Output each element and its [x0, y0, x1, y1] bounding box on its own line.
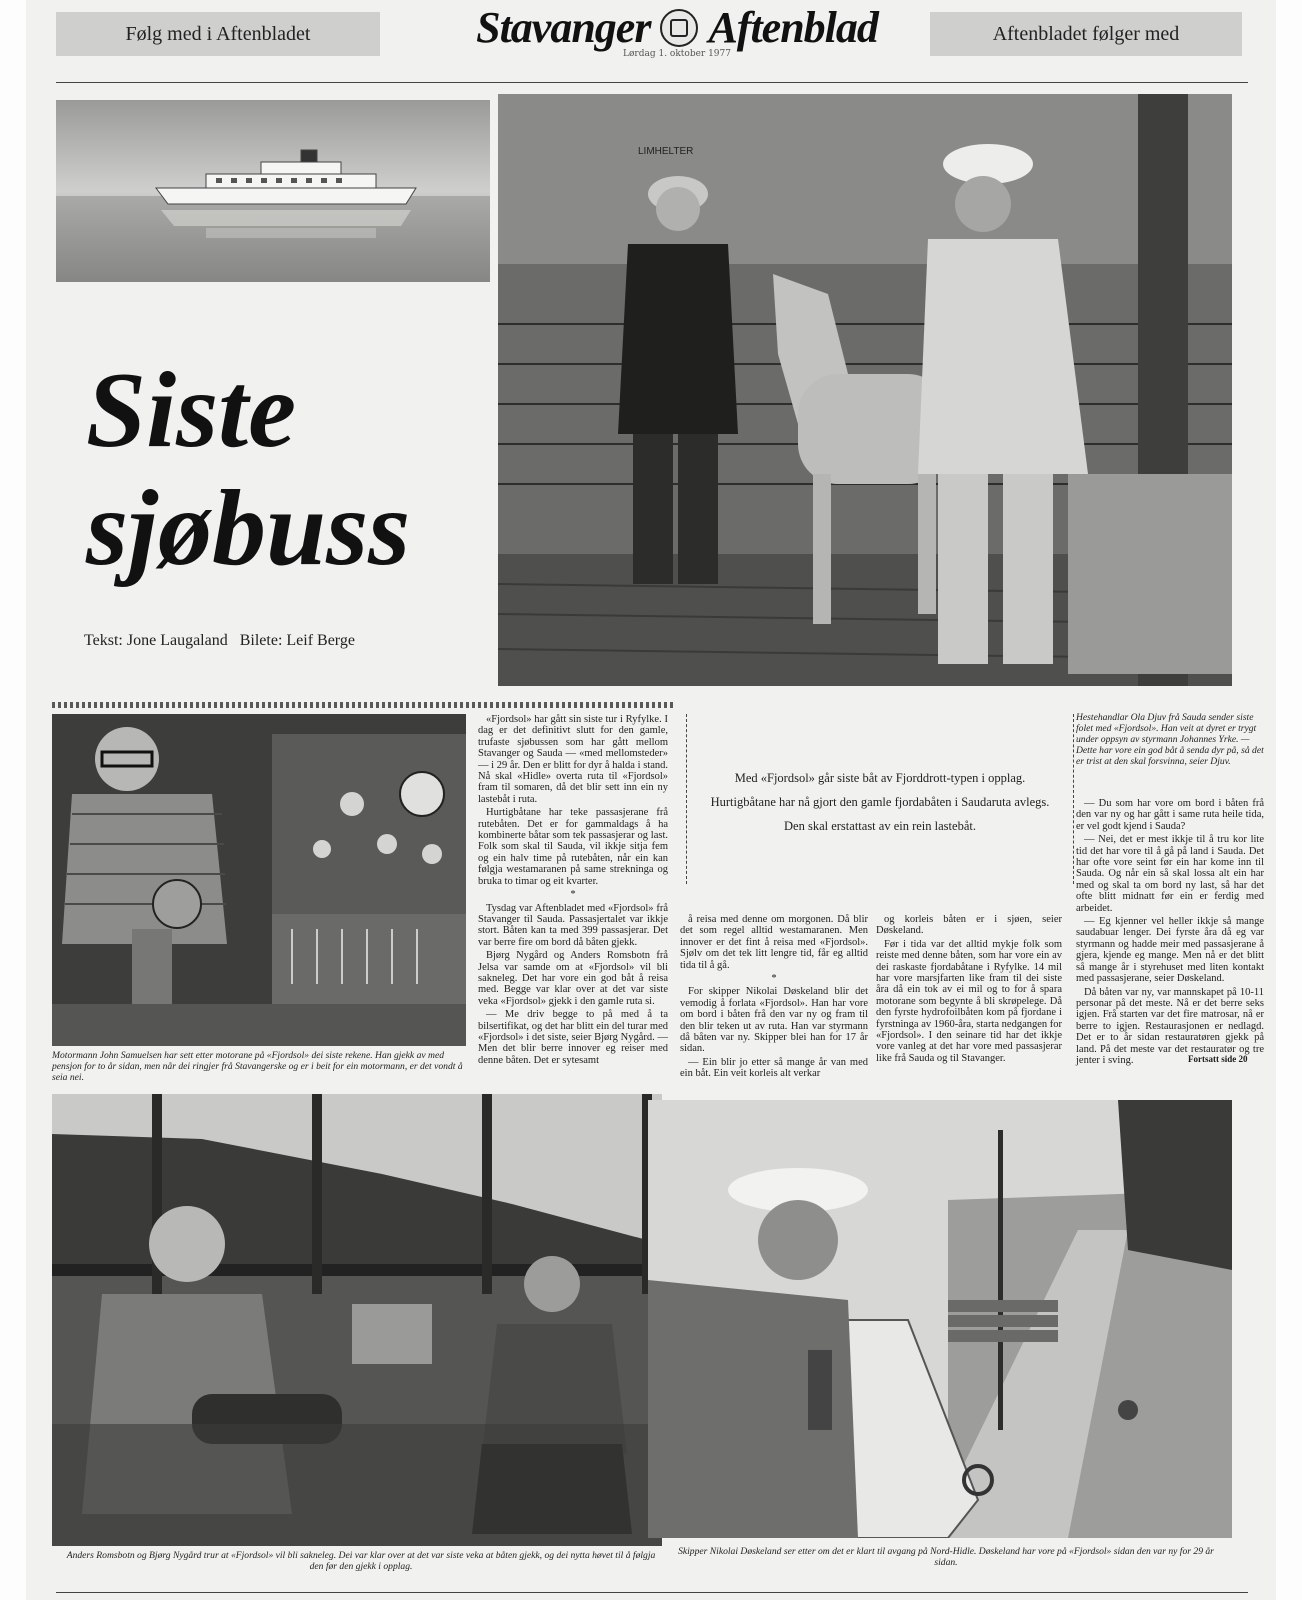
header-rule: [56, 82, 1248, 83]
col3-paragraph: og korleis båten er i sjøen, seier Døskeland.: [876, 914, 1062, 937]
section-star: *: [771, 973, 777, 985]
masthead-date: Lørdag 1. oktober 1977: [623, 49, 731, 59]
masthead-left-word: Stavanger: [476, 3, 651, 52]
mechanic-photo: [52, 714, 466, 1046]
skipper-caption: Skipper Nikolai Døskeland ser etter om det er klart til avgang på Nord-Hidle. Døskeland har vore på «Fjordsol» sidan den var ny for 29 år sidan.: [678, 1546, 1214, 1568]
horse-caption: Hestehandlar Ola Djuv frå Sauda sender siste folet med «Fjordsol». Han veit at dyret er trygt under oppsyn av styrmann Johannes Yrke. — Dette har vore ein god båt å senda dyr på, så det er trist at den skal forsvinna, seier Djuv.: [1076, 712, 1264, 767]
col2-paragraph: å reisa med denne om morgonen. Då blir det som regel alltid westamaranen. Men innover er det fint å reisa med «Fjordsol». Sjølv om det tek litt lengre tid, får eg alltid tida til å gå.: [680, 914, 868, 971]
col1-paragraph: Bjørg Nygård og Anders Romsbotn frå Jelsa var samde om at «Fjordsol» vil bli sakneleg. Det har vore ein god båt å reisa med. Begge var klar over at det var siste veka «Fjordsol» gjekk i den gamle ruta si.: [478, 950, 668, 1007]
ferry-photo: [56, 100, 490, 282]
col2-paragraph: For skipper Nikolai Døskeland blir det vemodig å forlata «Fjordsol». Han har vore om bord i båten frå den var ny og fram til den blir teken ut av ruta. Han var styrmann då båten var ny. Skipper blei han for 17 år sidan.: [680, 986, 868, 1055]
col1-paragraph: Hurtigbåtane har teke passasjerane frå rutebåten. Det er for gammaldags å ha kombinerte båtar som tek passasjerar og last. Folk som skal til Sauda, vil ikkje sitja fem og ein halv time på rutebåten, når ein kan følgja westamaranen på same strekninga og bruka to timar og eit kvarter.: [478, 807, 668, 887]
col3-paragraph: Før i tida var det alltid mykje folk som reiste med denne båten, som har vore ein av dei raskaste fjordabåtane i Ryfylke. 14 mil har vore marsjfarten like fram til dei siste åra då ein tok av ei mil og to for å spara motorane som begynte å bli skrøpelege. Då den fyrste hydrofoilbåten kom på fjordane i fyrstninga av 1960-åra, starta nedgangen for «Fjordsol». I den seinare tid har det ikkje vore vanleg at det har vore med passasjerar like frå Sauda og til Stavanger.: [876, 938, 1063, 1064]
byline: Tekst: Jone Laugaland Bilete: Leif Berge: [84, 632, 355, 649]
body-column-2: [680, 914, 868, 1082]
pull-quote: Med «Fjordsol» går siste båt av Fjorddrott-typen i opplag. Hurtigbåtane har nå gjort den gamle fjordabåten i Saudaruta avlegs. Den skal erstattast av ein rein lastebåt.: [710, 771, 1050, 833]
continued-note: Fortsatt side 20: [1188, 1054, 1248, 1064]
col4-paragraph: — Eg kjenner vel heller ikkje så mange saudabuar lenger. Dei fyrste åra då eg var styrmann og hadde meir med passasjerane å gjera, kjende eg mange. Men nå er det blitt så mange år i styrehuset med liten kontakt med passasjerane, seier Døskeland.: [1076, 916, 1264, 985]
header-right-text: Aftenbladet følger med: [992, 22, 1180, 45]
horse-photo: [498, 94, 1232, 686]
col4-paragraph: Då båten var ny, var mannskapet på 10-11 personar på det meste. Nå er det berre seks igjen. Frå starten var det fire matrosar, nå er berre to igjen. Restaurasjonen er nedlagd. Det er to år sidan restauratøren gjekk på land. På det meste var det restauratør og tre jenter i sving.: [1076, 986, 1264, 1066]
body-column-1: [478, 714, 668, 1068]
col1-paragraph: Tysdag var Aftenbladet med «Fjordsol» frå Stavanger til Sauda. Passasjertalet var ikkje stort. Båten kan ta med 399 passasjerar. Det var berre fire om bord då båten gjekk.: [478, 902, 668, 948]
section-divider: [52, 702, 676, 708]
col4-paragraph: — Du som har vore om bord i båten frå den var ny og har gått i same ruta heile tida, er vel godt kjend i Sauda?: [1076, 798, 1264, 832]
headline-line-1: Siste: [86, 351, 297, 470]
header-right-box: [930, 12, 1242, 56]
masthead-right-word: Aftenblad: [708, 3, 878, 52]
mechanic-caption: Motormann John Samuelsen har sett etter motorane på «Fjordsol» dei siste rekene. Han gjekk av med pensjon for to år sidan, men når dei ringjer frå Stavangerske og er i beit for ein motormann, er det vondt å seia nei.: [52, 1050, 463, 1083]
pull-quote-box: [686, 714, 1074, 884]
newspaper-page: [26, 0, 1276, 1600]
col4-paragraph: — Nei, det er mest ikkje til å tru kor lite tid det har vore til å gå på land i Sauda. Det har ofte vore seint før ein har kome inn til Sauda. Og når ein så skal lossa alt ein har med og skal ta om bord ny last, så har det ofte blitt midnatt før ein er ferdig med arbeidet.: [1076, 834, 1264, 914]
masthead: [432, 2, 922, 59]
couple-caption: Anders Romsbotn og Bjørg Nygård trur at «Fjordsol» vil bli sakneleg. Dei var klar over at det var siste veka at båten gjekk, og dei nytta høvet til å følgja den før den gjekk i opplag.: [66, 1550, 656, 1572]
crest-icon: [660, 9, 698, 47]
footer-rule: [56, 1592, 1248, 1593]
section-star: *: [570, 889, 576, 901]
skipper-photo: [648, 1100, 1232, 1538]
body-column-3: [876, 914, 1062, 1066]
col2-paragraph: — Ein blir jo etter så mange år van med ein båt. Ein veit korleis alt verkar: [680, 1056, 868, 1080]
headline: [86, 352, 410, 588]
boat-sign-text: LIMHELTER: [638, 146, 694, 157]
col1-paragraph: «Fjordsol» har gått sin siste tur i Ryfylke. I dag er det definitivt slutt for den gamle, trufaste sjøbussen som har gått mellom Stavanger og Sauda — «med mellomsteder» — i 29 år. Den er blitt for dyr å halda i stand. Nå skal «Hidle» overta ruta til «Fjordsol» fram til somaren, då det blir sett inn ein ny lastebåt i ruta.: [478, 714, 668, 805]
body-column-4: [1076, 798, 1264, 1068]
headline-line-2: sjøbuss: [86, 469, 411, 588]
couple-photo: [52, 1094, 662, 1546]
header-left-box: [56, 12, 380, 56]
header-left-text: Følg med i Aftenbladet: [125, 22, 311, 45]
col1-paragraph: — Me driv begge to på med å ta bilsertifikat, og det har blitt ein del turar med «Fjordsol» i det siste, seier Bjørg Nygård. — Men det blir berre innover eg reiser med denne båten. Det er sytesamt: [478, 1009, 668, 1066]
